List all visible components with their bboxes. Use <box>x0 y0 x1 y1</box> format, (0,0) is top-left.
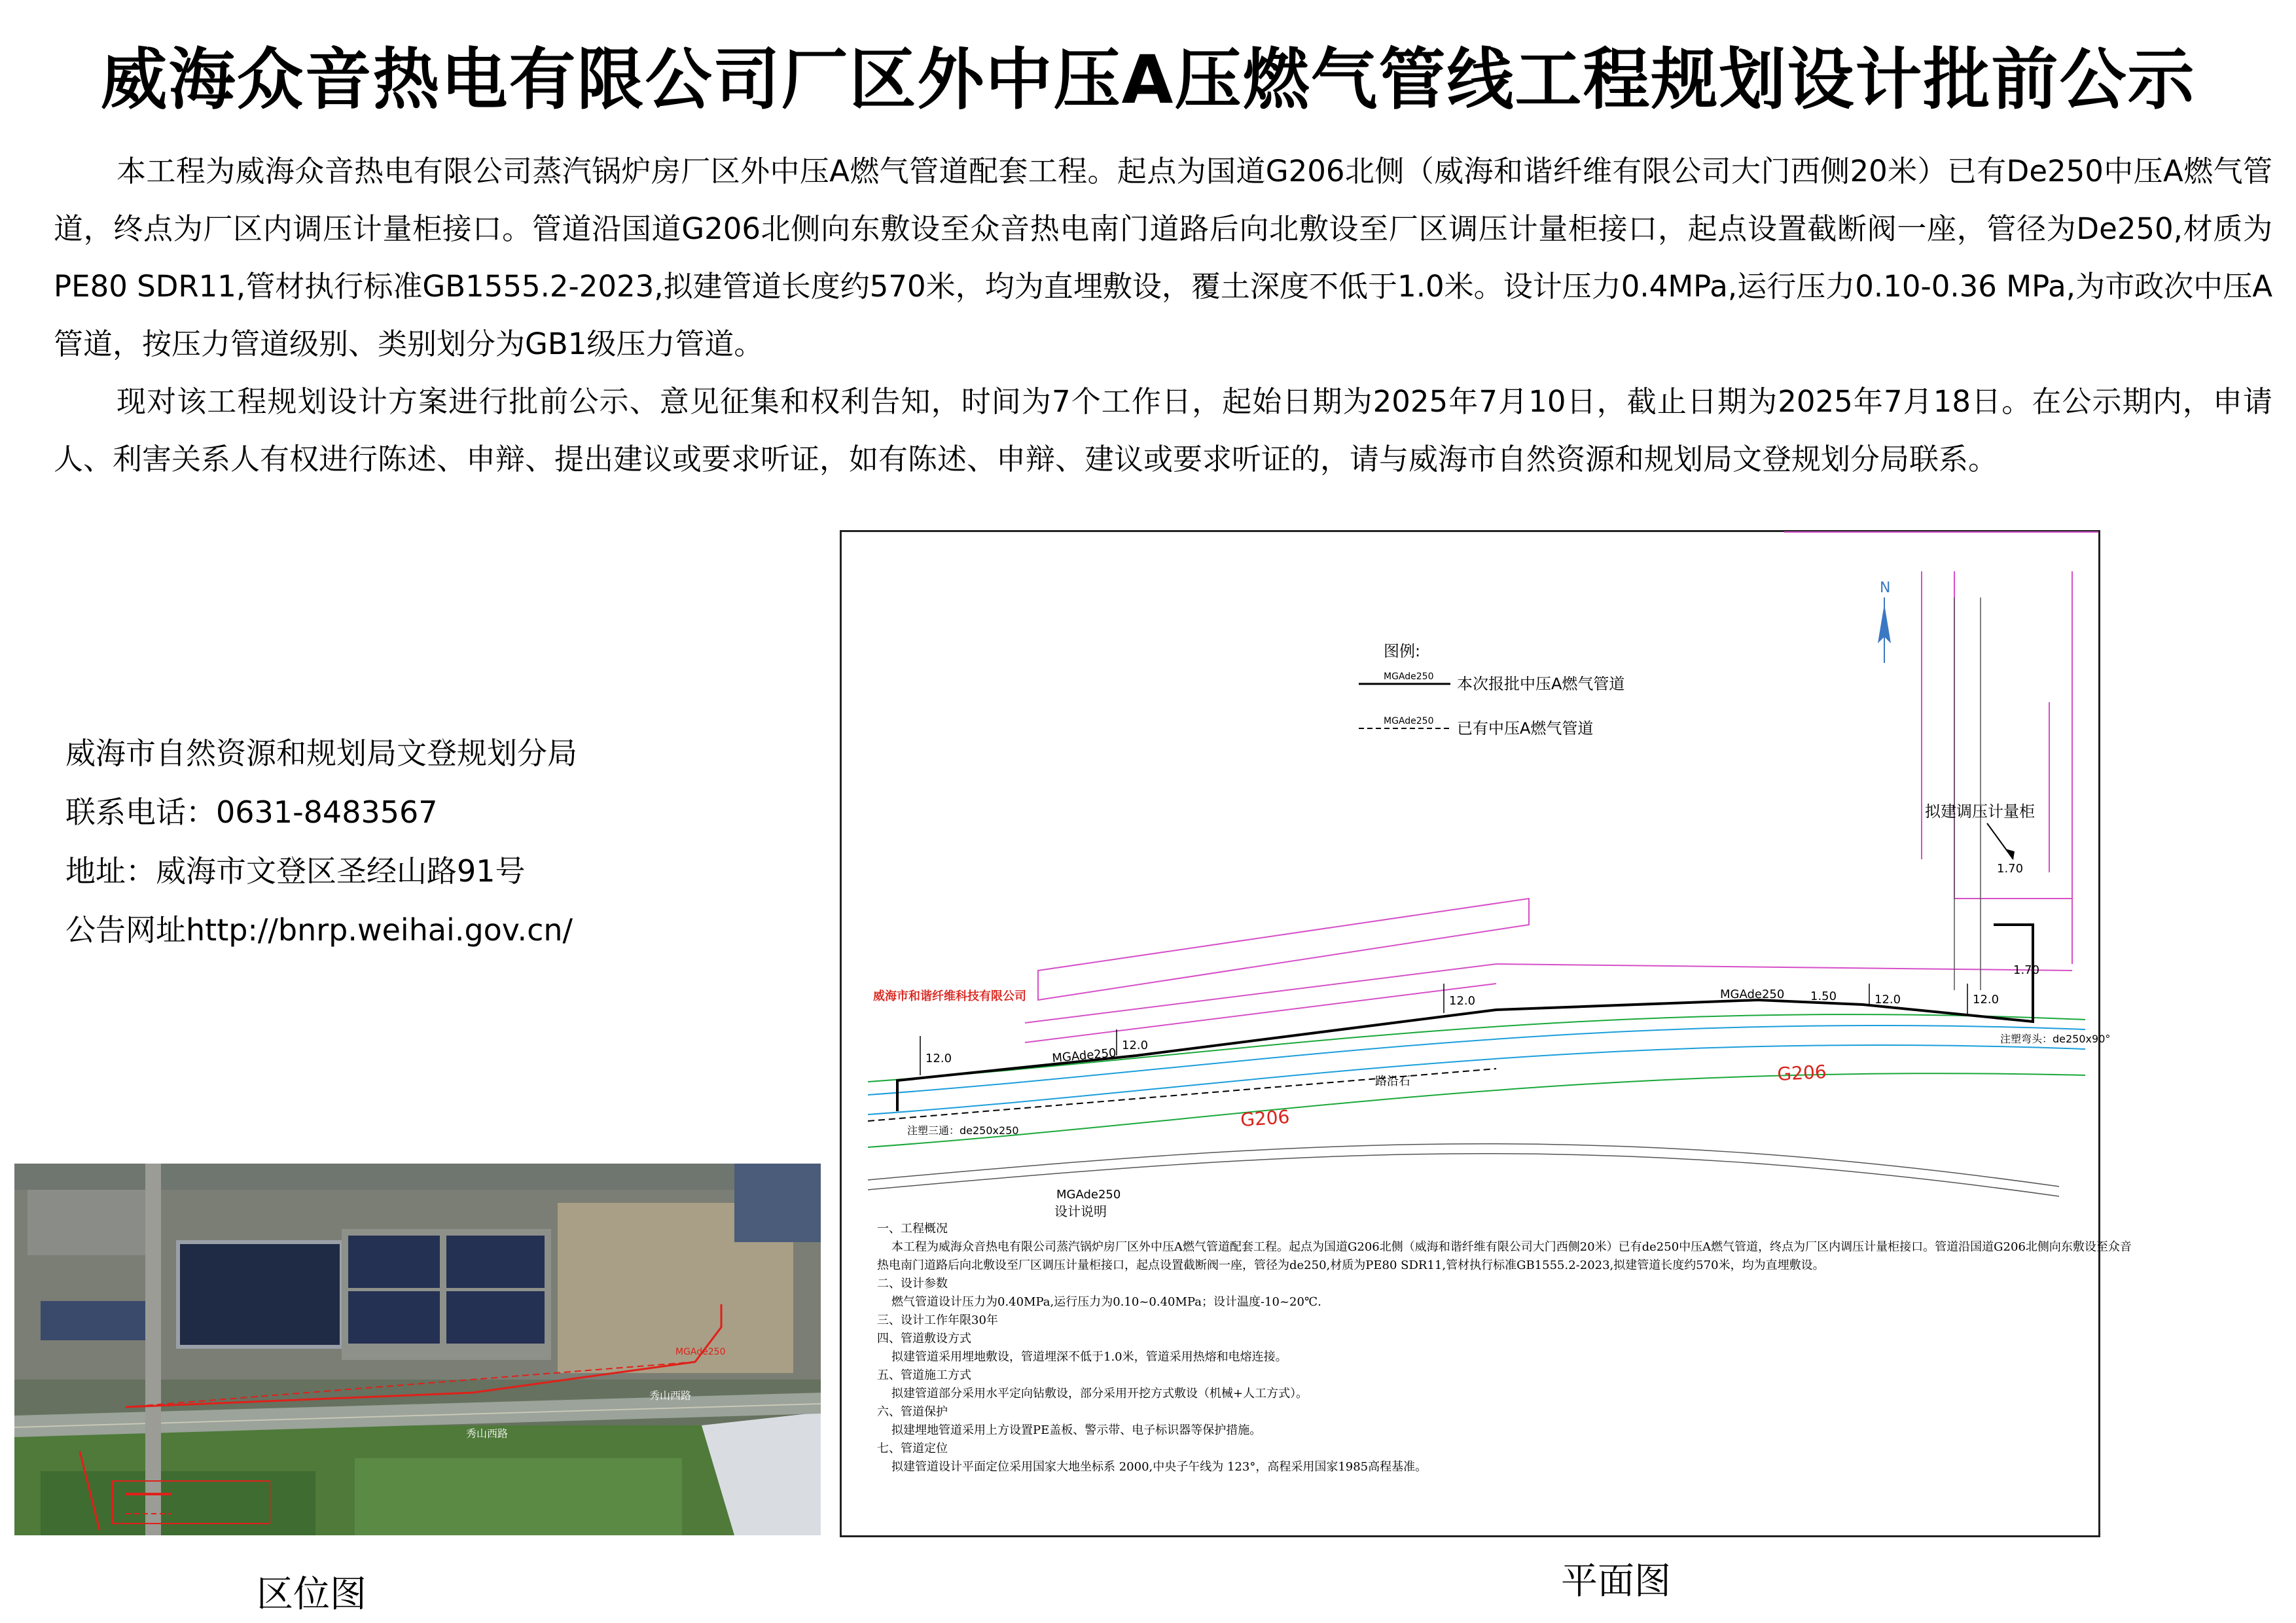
pipe-label-b: MGAde250 <box>1720 988 1785 1001</box>
plan-drawing <box>840 530 2132 1537</box>
dim-1-70-b: 1.70 <box>2013 963 2040 977</box>
location-map <box>14 1164 821 1535</box>
notes-line: 一、工程概况 <box>877 1222 948 1236</box>
notes-line: 拟建管道部分采用水平定向钻敷设，部分采用开挖方式敷设（机械+人工方式）。 <box>891 1387 1308 1400</box>
dim-12-d: 12.0 <box>1874 993 1901 1007</box>
contact-phone: 联系电话：0631-8483567 <box>65 794 438 830</box>
elbow-label: 注塑弯头：de250x90° <box>2000 1033 2111 1045</box>
notes-line: 七、管道定位 <box>877 1442 948 1455</box>
road-g206-label-a: G206 <box>1240 1105 1291 1131</box>
legend-existing-code: MGAde250 <box>1384 716 1434 726</box>
notes-line: 拟建管道采用埋地敷设，管道埋深不低于1.0米，管道采用热熔和电熔连接。 <box>891 1350 1287 1364</box>
location-map-image <box>14 1164 821 1535</box>
aerial-road-label-1: 秀山西路 <box>466 1427 509 1440</box>
company-label: 威海市和谐纤维科技有限公司 <box>873 990 1026 1003</box>
notes-line: 拟建管道设计平面定位采用国家大地坐标系 2000,中央子午线为 123°，高程采用国家1985高程基准。 <box>891 1460 1427 1474</box>
legend-new-label: 本次报批中压A燃气管道 <box>1457 675 1625 693</box>
notes-line: 三、设计工作年限30年 <box>877 1313 998 1327</box>
contact-office: 威海市自然资源和规划局文登规划分局 <box>65 736 577 771</box>
notes-line: 燃气管道设计压力为0.40MPa,运行压力为0.10~0.40MPa；设计温度-10~20℃. <box>891 1295 1321 1309</box>
paragraph-notice: 现对该工程规划设计方案进行批前公示、意见征集和权利告知，时间为7个工作日，起始日期为2025年7月10日，截止日期为2025年7月18日。在公示期内，申请人、利害关系人有权进行陈述、申辩、提出建议或要求听证，如有陈述、申辩、建议或要求听证的，请与威海市自然资源和规划局文登规划分局联系。 <box>54 384 2272 476</box>
notes-line: 二、设计参数 <box>877 1277 948 1291</box>
contact-website[interactable]: 公告网址http://bnrp.weihai.gov.cn/ <box>65 912 573 948</box>
dim-12-c: 12.0 <box>1449 994 1476 1008</box>
tee-label: 注塑三通：de250x250 <box>907 1124 1019 1137</box>
north-arrow-icon <box>1878 580 1891 663</box>
pipe-label-c: MGAde250 <box>1056 1188 1121 1202</box>
legend-existing-label: 已有中压A燃气管道 <box>1457 719 1594 738</box>
design-notes <box>877 1220 2132 1476</box>
dim-12-a: 12.0 <box>925 1052 952 1065</box>
contact-block <box>65 724 577 959</box>
notice-body <box>54 143 2272 488</box>
dim-1-50: 1.50 <box>1810 990 1837 1003</box>
curb-label: 路沿石 <box>1375 1075 1410 1088</box>
contact-address: 地址：威海市文登区圣经山路91号 <box>65 853 526 889</box>
plan-view-caption: 平面图 <box>1561 1560 1671 1603</box>
location-map-caption: 区位图 <box>257 1573 367 1616</box>
regulator-label: 拟建调压计量柜 <box>1925 802 2035 821</box>
notes-line: 拟建埋地管道采用上方设置PE盖板、警示带、电子标识器等保护措施。 <box>891 1423 1262 1437</box>
dim-12-b: 12.0 <box>1122 1039 1149 1052</box>
notes-title: 设计说明 <box>1054 1204 1107 1219</box>
north-label: N <box>1880 580 1891 596</box>
pipe-label-a: MGAde250 <box>1051 1046 1117 1065</box>
paragraph-project: 本工程为威海众音热电有限公司蒸汽锅炉房厂区外中压A燃气管道配套工程。起点为国道G206北侧（威海和谐纤维有限公司大门西侧20米）已有De250中压A燃气管道，终点为厂区内调压计量柜接口。管道沿国道G206北侧向东敷设至众音热电南门道路后向北敷设至厂区调压计量柜接口，起点设置截断阀一座，管径为De250,材质为PE80 SDR11,管材执行标准GB1555.2-2023,拟建管道长度约570米，均为直埋敷设，覆土深度不低于1.0米。设计压力0.4MPa,运行压力0.10-0.36 MPa,为市政次中压A管道，按压力管道级别、类别划分为GB1级压力管道。 <box>54 154 2272 361</box>
dim-12-e: 12.0 <box>1973 993 2000 1007</box>
notes-line: 本工程为威海众音热电有限公司蒸汽锅炉房厂区外中压A燃气管道配套工程。起点为国道G206北侧（威海和谐纤维有限公司大门西侧20米）已有de250中压A燃气管道，终点为厂区内调压计量柜接口。管道沿国道G206北侧向东敷设至众音 <box>891 1240 2132 1254</box>
legend-title: 图例: <box>1384 642 1421 660</box>
notes-line: 五、管道施工方式 <box>877 1368 971 1382</box>
aerial-road-label-2: 秀山西路 <box>649 1389 692 1402</box>
dim-1-70-a: 1.70 <box>1997 862 2024 876</box>
notes-line: 热电南门道路后向北敷设至厂区调压计量柜接口，起点设置截断阀一座，管径为de250,材质为PE80 SDR11,管材执行标准GB1555.2-2023,拟建管道长度约570米，均为直埋敷设。 <box>877 1258 1825 1272</box>
notes-line: 四、管道敷设方式 <box>877 1332 971 1346</box>
notes-line: 六、管道保护 <box>877 1405 948 1419</box>
aerial-pipe-label: MGAde250 <box>675 1347 726 1357</box>
road-g206-label-b: G206 <box>1776 1061 1827 1085</box>
legend-new-code: MGAde250 <box>1384 671 1434 682</box>
page-title: 威海众音热电有限公司厂区外中压A压燃气管线工程规划设计批前公示 <box>100 41 2196 119</box>
